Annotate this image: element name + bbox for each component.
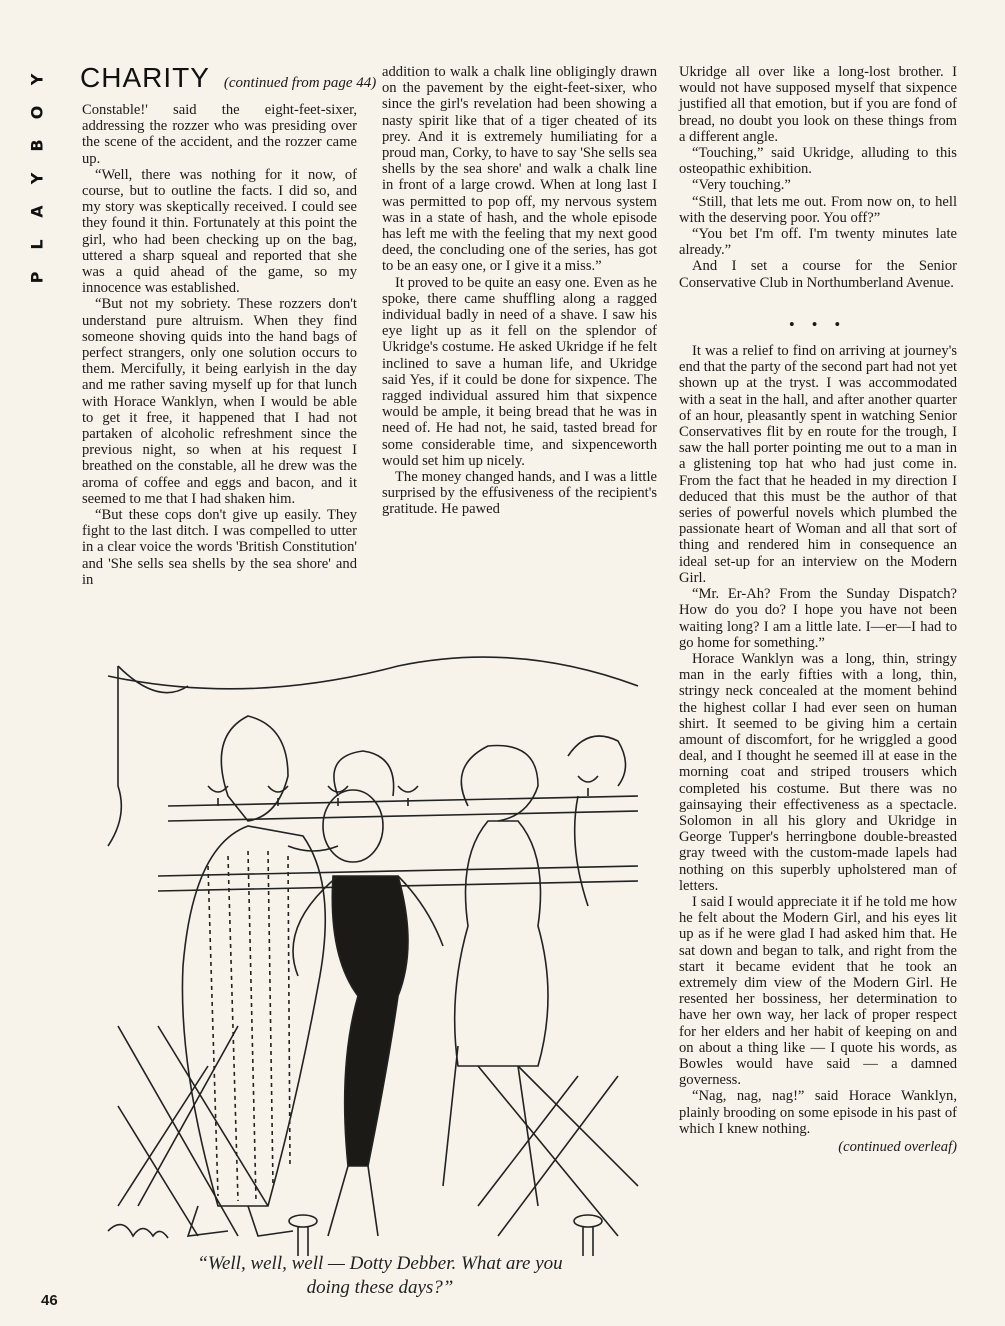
brand-letter: Y	[27, 172, 47, 185]
paragraph: “Still, that lets me out. From now on, to hell with the deserving poor. You off?”	[679, 193, 957, 226]
caption-line: “Well, well, well — Dotty Debber. What are you	[197, 1253, 563, 1274]
text-column-3	[679, 64, 957, 1309]
paragraph: “Touching,” said Ukridge, alluding to this osteopathic exhibition.	[679, 145, 957, 178]
paragraph: addition to walk a chalk line obligingly drawn on the pavement by the eight-feet-sixer, who since the girl's revelation had been showing a nasty spirit like that of a tiger cheated of its prey. And it is extremely humiliating for a proud man, Corky, to have to say 'She sells sea shells by the sea shore' and walk a chalk line in front of a large crowd. When at long last I was permitted to pop off, my nervous system was in a state of hash, and the whole episode has left me with the feeling that my next good deed, the concluding one of the series, has got to be an easy one, or I give it a miss.”	[382, 64, 657, 275]
caption-line: doing these days?”	[306, 1277, 454, 1298]
paragraph: It proved to be quite an easy one. Even as he spoke, there came shuffling along a ragged individual badly in need of a shave. I saw his eye light up as it fell on the splendor of Ukridge's costume. He asked Ukridge if he felt inclined to save a human life, and Ukridge said Yes, if it could be done for sixpence. The ragged individual assured him that sixpence would be ample, it being bread that he was in need of. He had not, he said, tasted bread for some considerable time, and sixpenceworth would set him up nicely.	[382, 274, 657, 469]
brand-letter: L	[27, 239, 47, 250]
paragraph: “Very touching.”	[692, 177, 791, 194]
page-number: 46	[41, 1292, 58, 1309]
brand-letter: A	[27, 205, 47, 218]
paragraph: I said I would appreciate it if he told me how he felt about the Modern Girl, and his eyes lit up as if he were glad I had asked him that. He sat down and began to talk, and right from the start it became evident that he took an extremely dim view of the Modern Girl. He resented her bossiness, her determination to have her own way, her lack of proper respect for her elders and her habit of keeping on and on about a thing like — I quote his words, as Bowles would have said — a damned governess.	[679, 893, 957, 1089]
brand-letter: Y	[27, 73, 47, 86]
paragraph: And I set a course for the Senior Conservative Club in Northumberland Avenue.	[679, 258, 957, 291]
continued-from-note: (continued from page 44)	[223, 75, 377, 91]
paragraph: The money changed hands, and I was a little surprised by the effusiveness of the recipient's gratitude. He pawed	[382, 469, 657, 518]
article-header	[80, 62, 410, 96]
paragraph: Ukridge all over like a long-lost brother. I would not have supposed myself that sixpence justified all that emotion, but if you are fond of bread, no doubt you look on these things from a different angle.	[679, 64, 957, 145]
paragraph: “Well, there was nothing for it now, of course, but to outline the facts. I did so, and my story was skeptically received. I could see they found it thin. Fortunately at this point the girl, who had been checking up on the bag, uttered a sharp squeal and reported that she was a quid ahead of the game, so my innocence was established.	[82, 166, 357, 297]
brand-letter: P	[27, 271, 47, 284]
paragraph: Constable!' said the eight-feet-sixer, addressing the rozzer who was presiding over the scene of the accident, and the rozzer came up.	[82, 102, 357, 167]
section-separator: • • •	[789, 316, 847, 333]
paragraph: “You bet I'm off. I'm twenty minutes late already.”	[679, 226, 957, 259]
cartoon-illustration	[98, 646, 658, 1262]
continued-overleaf-note: (continued overleaf)	[838, 1139, 957, 1155]
brand-letter: O	[27, 105, 47, 120]
brand-letter: B	[27, 139, 47, 152]
paragraph: “But not my sobriety. These rozzers don't understand pure altruism. When they find someone shoving quids into the hand bags of perfect strangers, only one solution occurs to them. Mercifully, it being earlyish in the day and me rather saving myself up for that lunch with Horace Wanklyn, when I would be able to get it free, it happened that I had not partaken of alcoholic refreshment since the previous night, so when at his request I breathed on the constable, all he drew was the aroma of coffee and eggs and bacon, and it seemed to me that I had shaken him.	[82, 296, 357, 507]
text-column-2	[382, 64, 657, 634]
magazine-brand-vertical	[22, 70, 52, 330]
paragraph: “But these cops don't give up easily. They fight to the last ditch. I was compelled to utter in a clear voice the words 'British Constitution' and 'She sells sea shells by the sea shore' and in	[82, 507, 357, 588]
article-title: CHARITY	[80, 62, 210, 93]
paragraph: It was a relief to find on arriving at journey's end that the party of the second part had not yet shown up at the tryst. I was accommodated with a seat in the hall, and after another quarter of an hour, pleasantly spent in watching Senior Conservatives flit by en route for the trough, I saw the hall porter pointing me out to a man in a glistening top hat who had just come in. From the fact that he headed in my direction I deduced that this must be the author of that series of powerful novels which plumbed the passionate heart of Woman and all that sort of thing and rendered him in consequence an ideal set-up for an interview on the Modern Girl.	[679, 343, 958, 586]
paragraph: “Nag, nag, nag!” said Horace Wanklyn, plainly brooding on some episode in his past of which I knew nothing.	[679, 1088, 957, 1137]
paragraph: “Mr. Er-Ah? From the Sunday Dispatch? How do you do? I hope you have not been waiting long? I am a little late. I—er—I had to go home for something.”	[679, 586, 957, 651]
cartoon-caption	[120, 1252, 640, 1304]
text-column-1	[82, 102, 357, 632]
paragraph: Horace Wanklyn was a long, thin, stringy man in the early fifties with a long, thin, stringy neck concealed at the moment behind the highest collar I had ever seen on human shirt. It seemed to be giving him a certain amount of discomfort, for he wriggled a good deal, and I thought he seemed ill at ease in the morning coat and striped trousers which completed his costume. But there was no gainsaying their effectiveness as a spectacle. Solomon in all his glory and Ukridge in George Tupper's herringbone double-breasted gray tweed with the custom-made lapels had nothing on this superbly upholstered man of letters.	[679, 650, 957, 894]
